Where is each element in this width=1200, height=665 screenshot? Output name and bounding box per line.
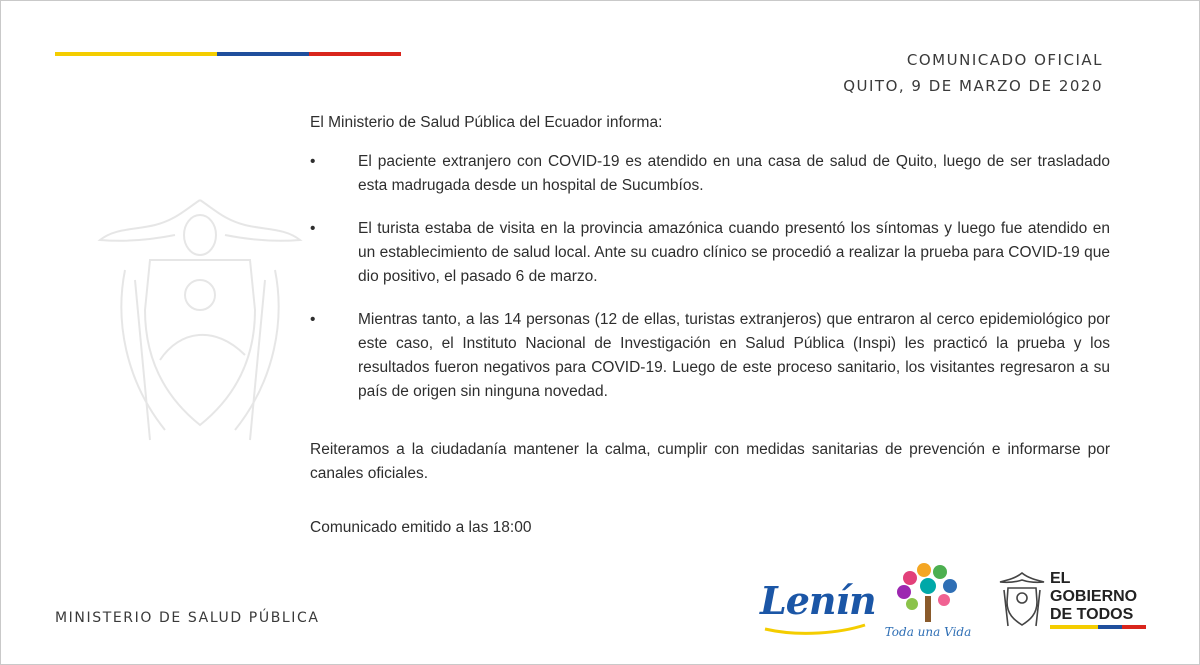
lenin-logo: [760, 578, 876, 642]
bullet-symbol: •: [310, 220, 316, 237]
bullet-text: Mientras tanto, a las 14 personas (12 de ellas, turistas extranjeros) que entraron al cerco epidemiológico por este caso, el Instituto Nacional de Investigación en Salud Pública (Inspi) les practicó la prueba y los resultados fueron negativos para COVID-19. Luego de este proceso sanitario, los visitantes regresaron a su país de origen sin ninguna novedad.: [358, 311, 1110, 400]
flag-stripe-blue: [217, 52, 309, 56]
header-block: [843, 47, 1103, 99]
bullet-item: [310, 308, 1110, 404]
bullet-item: [310, 217, 1110, 289]
lenin-logo-text: Lenín: [760, 578, 876, 623]
flag-stripe-red: [309, 52, 401, 56]
gobierno-flag-bar: [1050, 625, 1146, 629]
closing-text: Reiteramos a la ciudadanía mantener la calma, cumplir con medidas sanitarias de prevención e informarse por canales oficiales.: [310, 441, 1110, 482]
gobierno-text: [1050, 570, 1160, 624]
issued-time: Comunicado emitido a las 18:00: [310, 519, 532, 536]
bullet-text: El turista estaba de visita en la provincia amazónica cuando presentó los síntomas y luego fue atendido en un establecimiento de salud local. Ante su cuadro clínico se procedió a realizar la prueba para COVID-19 que dio positivo, el pasado 6 de marzo.: [358, 220, 1110, 285]
gobierno-line: DE TODOS: [1050, 606, 1134, 623]
gobierno-de-todos-logo: [998, 570, 1138, 633]
ministry-footer: MINISTERIO DE SALUD PÚBLICA: [55, 610, 320, 626]
toda-una-vida-text: Toda una Vida: [884, 625, 972, 639]
coat-of-arms-icon: [998, 570, 1046, 628]
header-date: QUITO, 9 DE MARZO DE 2020: [843, 77, 1103, 95]
bullet-item: [310, 150, 1110, 198]
bullet-text: El paciente extranjero con COVID-19 es atendido en una casa de salud de Quito, luego de ser trasladado esta madrugada desde un hospital de Sucumbíos.: [358, 153, 1110, 194]
tree-of-life-icon: [888, 560, 968, 624]
bullet-symbol: •: [310, 153, 316, 170]
lenin-swoosh-icon: [760, 623, 870, 637]
coat-of-arms-watermark: [95, 190, 305, 450]
header-title: COMUNICADO OFICIAL: [906, 51, 1103, 69]
flag-stripe-yellow: [55, 52, 217, 56]
gobierno-line: EL: [1050, 570, 1071, 587]
bullet-symbol: •: [310, 311, 316, 328]
toda-una-vida-logo: [873, 560, 983, 639]
gobierno-line: GOBIERNO: [1050, 588, 1138, 605]
communique-body: [310, 111, 1110, 556]
intro-text: El Ministerio de Salud Pública del Ecuador informa:: [310, 114, 663, 131]
